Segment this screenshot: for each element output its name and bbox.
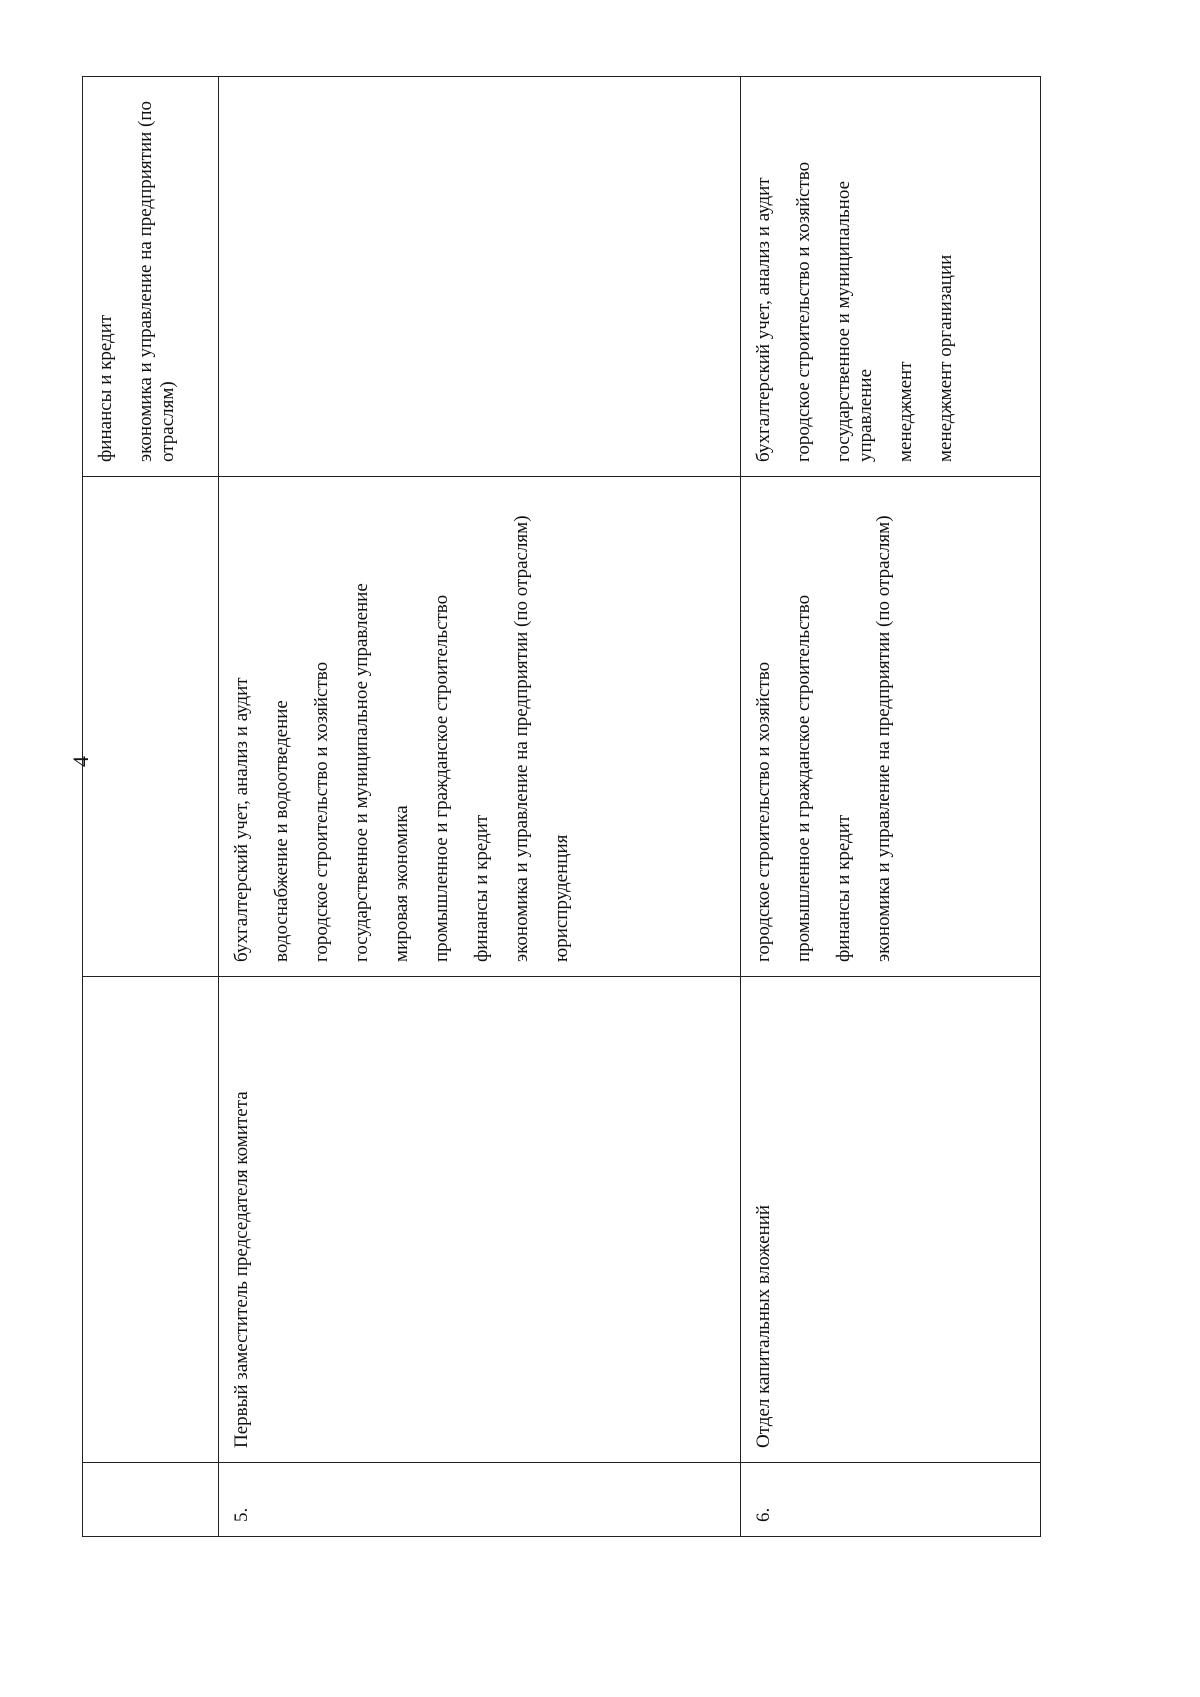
list-item: государственное и муниципальное управление bbox=[833, 180, 876, 462]
list-item: экономика и управление на предприятии (по отраслям) bbox=[511, 515, 532, 962]
table-row-5 bbox=[219, 77, 741, 1537]
list-item: промышленное и гражданское строительство bbox=[431, 594, 452, 962]
table-row-continuation bbox=[83, 77, 219, 1537]
specialties-cell bbox=[219, 477, 741, 977]
list-item: городское строительство и хозяйство bbox=[753, 661, 774, 962]
list-item: бухгалтерский учет, анализ и аудит bbox=[231, 677, 252, 962]
row-number bbox=[83, 1463, 219, 1537]
list-item: городское строительство и хозяйство bbox=[793, 161, 814, 462]
other-specialties-cell bbox=[741, 77, 1041, 477]
position-cell: Первый заместитель председателя комитета bbox=[219, 977, 741, 1463]
specialties-cell bbox=[83, 477, 219, 977]
list-item: мировая экономика bbox=[391, 805, 412, 962]
row-number: 6. bbox=[741, 1463, 1041, 1537]
row-number: 5. bbox=[219, 1463, 741, 1537]
page-number: 4 bbox=[68, 756, 93, 767]
list-item: финансы и кредит bbox=[833, 814, 854, 962]
list-item: промышленное и гражданское строительство bbox=[793, 594, 814, 962]
position-cell: Отдел капитальных вложений bbox=[741, 977, 1041, 1463]
specialties-cell bbox=[741, 477, 1041, 977]
list-item: экономика и управление на предприятии (по отраслям) bbox=[135, 100, 178, 462]
list-item: городское строительство и хозяйство bbox=[311, 661, 332, 962]
list-item: водоснабжение и водоотведение bbox=[271, 700, 292, 962]
list-item: финансы и кредит bbox=[95, 314, 116, 462]
table-row-6 bbox=[741, 77, 1041, 1537]
list-item: менеджмент bbox=[895, 361, 916, 462]
list-item: бухгалтерский учет, анализ и аудит bbox=[753, 177, 774, 462]
other-specialties-cell bbox=[219, 77, 741, 477]
other-specialties-cell bbox=[83, 77, 219, 477]
list-item: менеджмент организации bbox=[935, 254, 956, 462]
position-cell bbox=[83, 977, 219, 1463]
list-item: финансы и кредит bbox=[471, 814, 492, 962]
qualification-table bbox=[82, 76, 1041, 1537]
list-item: экономика и управление на предприятии (по отраслям) bbox=[873, 515, 894, 962]
list-item: государственное и муниципальное управление bbox=[351, 583, 372, 962]
list-item: юриспруденция bbox=[551, 834, 572, 962]
